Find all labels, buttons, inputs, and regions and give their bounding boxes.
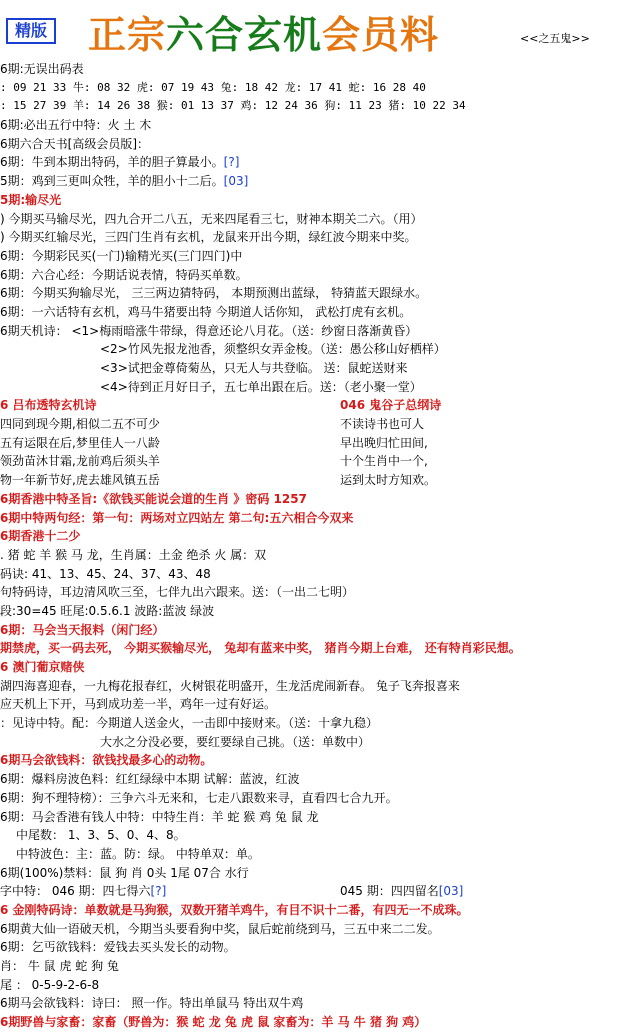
line-text: 6期：今期彩民买(一门)输精光买(三门四门)中 <box>0 248 243 263</box>
text-line <box>0 770 621 789</box>
right-text: 045 期：四四留名 <box>340 884 439 899</box>
line-text: 6期：马会当天报料（闲门经） <box>0 622 165 637</box>
line-text: 尾 ： 0-5-9-2-6-8 <box>0 977 100 992</box>
line-text: 中特波色：主：蓝。防：绿。 中特单双：单。 <box>16 846 260 861</box>
line-text: ：见诗中特。配：今期道人送金火，一击即中接财来。（送：十拿九稳） <box>0 716 379 731</box>
text-line <box>0 789 621 808</box>
text-line <box>0 434 621 453</box>
text-line <box>0 976 621 995</box>
line-text: ) 今期买马输尽光，四九合开二八五，无来四尾看三七，财神本期关二六。（用） <box>0 211 423 226</box>
text-line <box>0 471 621 490</box>
text-line <box>0 266 621 285</box>
text-line <box>0 284 621 303</box>
line-text: 6期(100%)禁料：鼠 狗 肖 0头 1尾 07合 水行 <box>0 865 249 880</box>
right-column-text <box>340 434 428 453</box>
text-line <box>0 359 621 378</box>
text-line <box>0 210 621 229</box>
text-line <box>0 527 621 546</box>
line-text: 五有运限在后,梦里佳人一八龄 <box>0 435 160 450</box>
text-line <box>0 546 621 565</box>
line-text: 期禁虎，买一码去死， 今期买猴输尽光， 兔却有蓝来中奖， 猪肖今期上台难， 还有特肖彩民想。 <box>0 641 521 656</box>
text-line <box>0 658 621 677</box>
line-text: 6期野兽与家畜：家畜（野兽为：猴 蛇 龙 兔 虎 鼠 家畜为：羊 马 牛 猪 狗 鸡） <box>0 1015 427 1030</box>
text-line <box>0 116 621 135</box>
document-body <box>0 60 621 1032</box>
line-tag: [?] <box>223 155 240 170</box>
line-text: ) 今期买红输尽光，三四门生肖有玄机，龙鼠来开出今期，绿红波今期来中奖。 <box>0 230 417 245</box>
line-text: 肖： 牛 鼠 虎 蛇 狗 兔 <box>0 959 119 973</box>
right-text: 运到太时方知欢。 <box>340 473 437 488</box>
text-line <box>0 714 621 733</box>
text-line <box>0 79 621 98</box>
page-title <box>88 4 439 59</box>
right-text: 十个生肖中一个, <box>340 454 428 469</box>
line-text: 6期：乞丐欲钱料：爱钱去买头发长的动物。 <box>0 940 236 955</box>
text-line <box>0 695 621 714</box>
line-text: 6 吕布透特玄机诗 <box>0 398 97 413</box>
page-header <box>0 0 621 58</box>
line-text: <4>待到正月好日子，五七单出跟在后。送：（老小聚一堂） <box>100 379 422 394</box>
text-line <box>0 322 621 341</box>
line-text: 6期中特两句经：第一句：两场对立四站左 第二句:五六相合今双来 <box>0 510 354 525</box>
right-tag: [03] <box>438 884 464 899</box>
text-line <box>0 808 621 827</box>
right-column-text <box>340 452 428 471</box>
text-line <box>0 378 621 397</box>
line-text: 6期:必出五行中特：火 土 木 <box>0 118 152 133</box>
title-part: 六合 <box>166 13 245 57</box>
text-line <box>0 901 621 920</box>
text-line <box>0 153 621 172</box>
line-text: 6期六合天书[高级会员版]： <box>0 136 149 151</box>
right-column-text <box>340 396 441 415</box>
text-line <box>0 135 621 154</box>
line-text: 湖四海喜迎春，一九梅花报春红，火树银花明盛开，生龙活虎闹新春。 兔子飞奔报喜来 <box>0 678 460 693</box>
line-text: 6期：牛到本期出特码，羊的胆子算最小。 <box>0 155 224 170</box>
line-text: 四同到现今期,相似二五不可少 <box>0 417 160 432</box>
line-text: 6 金刚特码诗：单数就是马狗猴，双数开猪羊鸡牛，有目不识十二番，有四无一不成珠。 <box>0 902 469 917</box>
line-tag: [03] <box>223 174 249 189</box>
line-text: 6期马会欲钱料：欲钱找最多心的动物。 <box>0 753 213 768</box>
text-line <box>0 1013 621 1032</box>
text-line <box>0 845 621 864</box>
line-text: <3>试把金尊倚菊丛，只无人与共登临。 送：鼠蛇送财来 <box>100 361 408 375</box>
text-line <box>0 882 621 901</box>
line-text: 应天机上下开，马到成功差一半，鸡年一过有好运。 <box>0 697 277 712</box>
line-text: 大水之分没必要，要红要绿自己挑。（送：单数中） <box>100 734 371 749</box>
line-text: 6期：狗不理特榜）：三争六斗无来和，七走八跟数来寻，直看四七合九开。 <box>0 790 398 805</box>
line-text: . 猪 蛇 羊 猴 马 龙，生肖属：土金 绝杀 火 属：双 <box>0 547 267 562</box>
line-text: 6期天机诗： <1>梅雨暗涨牛带绿，得意还论八月花。（送：纱窗日落渐黄昏） <box>0 323 418 338</box>
line-text: 6期香港十二少 <box>0 529 81 544</box>
line-text: 字中特： 046 期：四七得六 <box>0 884 151 899</box>
line-text: 码诀: 41、13、45、24、37、43、48 <box>0 566 211 581</box>
line-text: 中尾数： 1、3、5、0、4、8。 <box>16 828 186 843</box>
line-text: 5期：鸡到三更叫众牲，羊的胆小十二后。 <box>0 174 224 189</box>
title-part: 正宗 <box>88 13 167 57</box>
text-line <box>0 565 621 584</box>
right-column-text <box>340 471 436 490</box>
text-line <box>0 639 621 658</box>
title-part: 玄机 <box>244 13 323 57</box>
text-line <box>0 994 621 1013</box>
text-line <box>0 751 621 770</box>
text-line <box>0 583 621 602</box>
line-text: : 09 21 33 牛: 08 32 虎: 07 19 43 兔: 18 42 龙: 17 41 蛇: 16 28 40 <box>0 80 426 94</box>
right-text: 不读诗书也可人 <box>340 417 425 432</box>
line-text: 段:30=45 旺尾:0.5.6.1 波路:蓝波 绿波 <box>0 603 215 618</box>
text-line <box>0 415 621 434</box>
text-line <box>0 340 621 359</box>
text-line <box>0 490 621 509</box>
text-line <box>0 938 621 957</box>
text-line <box>0 826 621 845</box>
text-line <box>0 920 621 939</box>
premium-badge: 精版 <box>6 18 56 44</box>
text-line <box>0 621 621 640</box>
right-text: 046 鬼谷子总纲诗 <box>340 398 442 413</box>
right-column-text <box>340 882 463 901</box>
line-text: <2>竹风先报龙池香，须整织女弄金梭。（送：愚公移山好栖样） <box>100 342 446 357</box>
line-text: 6期：六合心经：今期话说表情，特码买单数。 <box>0 267 248 282</box>
line-tag: [?] <box>150 884 167 899</box>
right-column-text <box>340 415 424 434</box>
text-line <box>0 957 621 976</box>
text-line <box>0 864 621 883</box>
line-text: 6期：一六话特有玄机，鸡马牛猪要出特 今期道人话你知， 武松打虎有玄机。 <box>0 304 412 319</box>
author-tag: <<之五鬼>> <box>520 32 590 45</box>
line-text: 领劲苗沐甘霜,龙前鸡后须头羊 <box>0 454 160 469</box>
line-text: : 15 27 39 羊: 14 26 38 猴: 01 13 37 鸡: 12 24 36 狗: 11 23 猪: 10 22 34 <box>0 99 466 113</box>
line-text: 5期:输尽光 <box>0 192 62 207</box>
title-part: 会员料 <box>322 13 440 57</box>
line-text: 句特码诗，耳边清风吹三至，七伴九出六跟来。送：（一出二七明） <box>0 585 355 600</box>
right-text: 早出晚归忙田间, <box>340 435 428 450</box>
line-text: 6期马会欲钱料：诗曰： 照一作。特出单鼠马 特出双牛鸡 <box>0 996 304 1011</box>
line-text: 6期：马会香港有钱人中特：中特生肖：羊 蛇 猴 鸡 兔 鼠 龙 <box>0 809 319 824</box>
text-line <box>0 60 621 79</box>
text-line <box>0 452 621 471</box>
text-line <box>0 303 621 322</box>
line-text: 6期：爆料房波色料：红红绿绿中本期 试解：蓝波，红波 <box>0 772 300 787</box>
text-line <box>0 677 621 696</box>
line-text: 物一年新节好,虎去雄风镇五岳 <box>0 473 160 488</box>
text-line <box>0 97 621 116</box>
line-text: 6期黄大仙一语破天机，今期当头要看狗中奖，鼠后蛇前绕到马，三五中来二二发。 <box>0 921 440 936</box>
line-text: 6 澳门葡京赌侠 <box>0 660 85 674</box>
text-line <box>0 172 621 191</box>
line-text: 6期：今期买狗输尽光， 三三两边猜特码， 本期预测出蓝绿， 特猜蓝天跟绿水。 <box>0 286 428 301</box>
text-line <box>0 509 621 528</box>
line-text: 6期:无误出码表 <box>0 62 84 76</box>
text-line <box>0 396 621 415</box>
text-line <box>0 733 621 752</box>
text-line <box>0 602 621 621</box>
text-line <box>0 247 621 266</box>
line-text: 6期香港中特圣旨:《欲钱买能说会道的生肖 》密码 1257 <box>0 491 307 506</box>
text-line <box>0 191 621 210</box>
text-line <box>0 228 621 247</box>
